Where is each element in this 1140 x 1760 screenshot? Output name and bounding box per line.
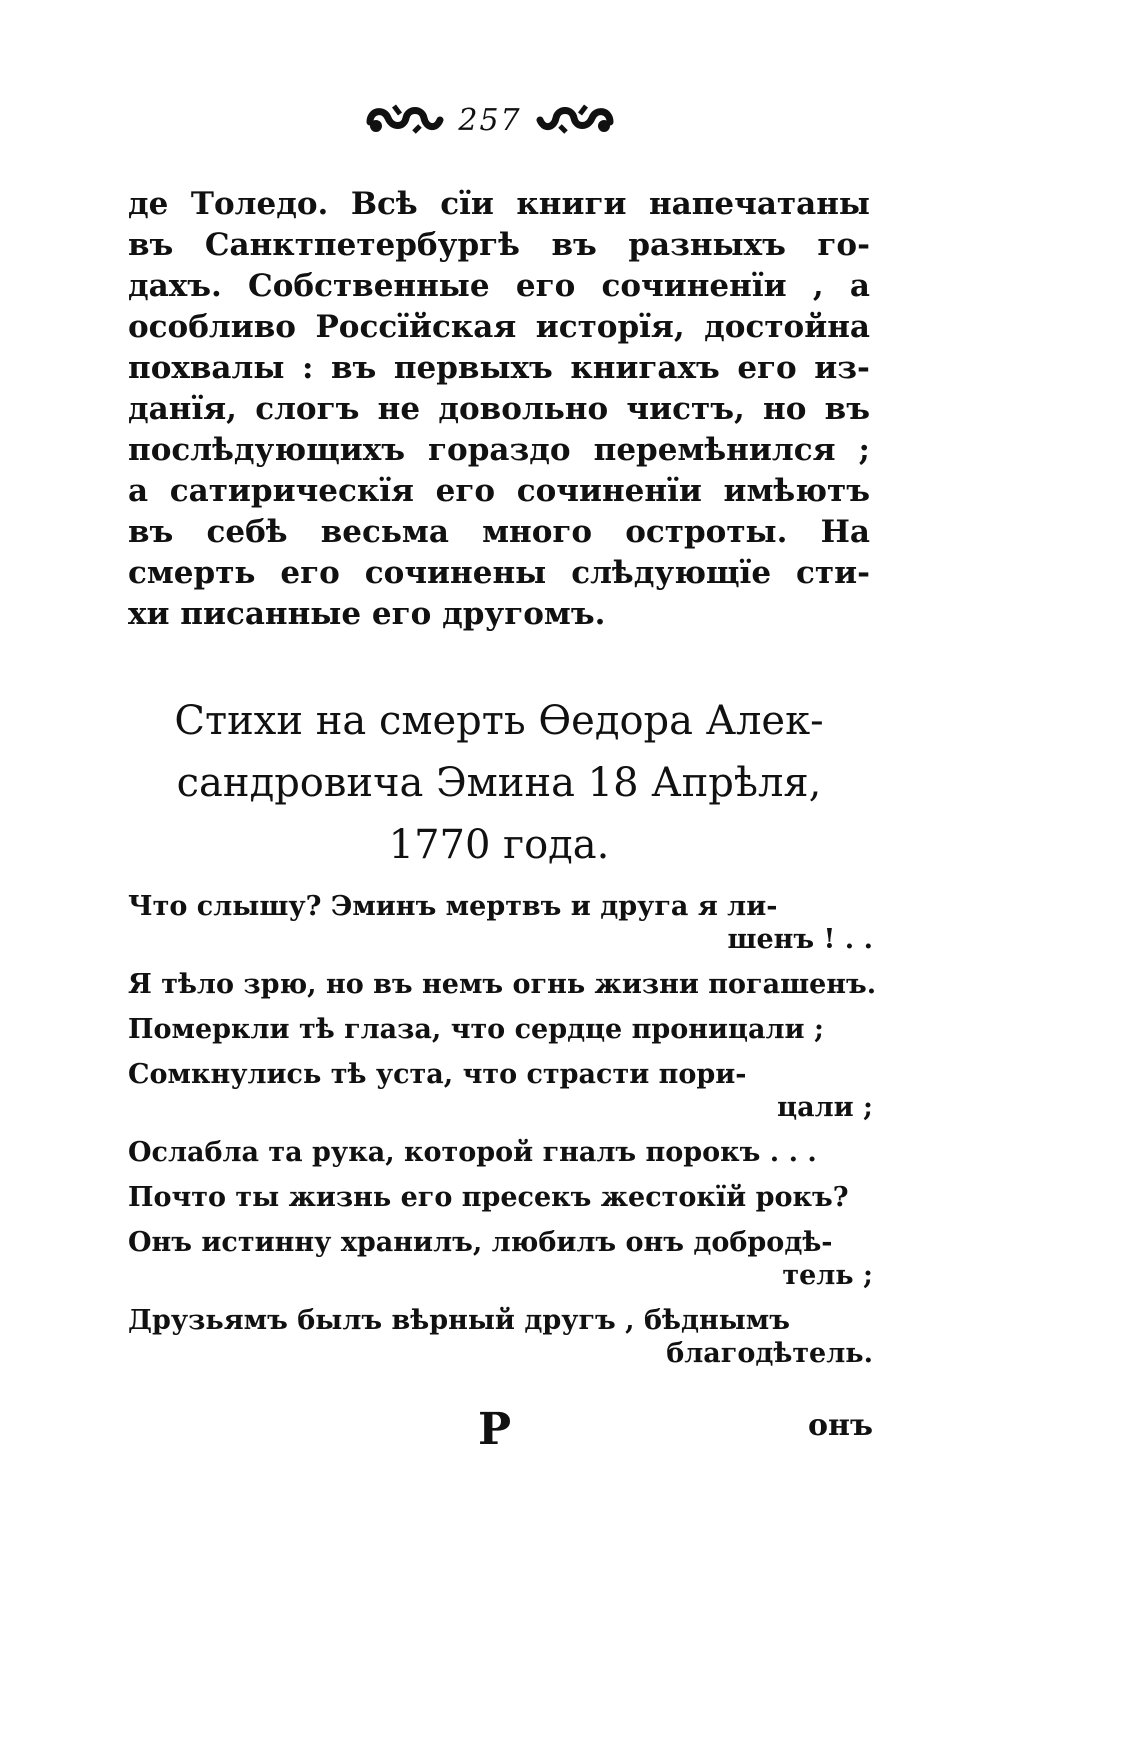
text-line: особливо Россїйская исторїя, достойна bbox=[128, 309, 870, 345]
signature-mark: Р bbox=[478, 1404, 512, 1455]
text-line: хи писанные его другомъ. bbox=[128, 596, 606, 632]
text-line: а сатирическїя его сочиненїи имѣютъ bbox=[128, 473, 870, 509]
text-line: де Толедо. Всѣ сїи книги напечатаны bbox=[128, 186, 870, 222]
verse-text: Друзьямъ былъ вѣрный другъ , бѣднымъ bbox=[128, 1305, 790, 1336]
poem-verses bbox=[128, 890, 877, 1382]
verse-continuation: шенъ ! . . bbox=[727, 924, 873, 955]
page-footer bbox=[128, 1404, 873, 1454]
verse-line bbox=[128, 968, 877, 1001]
poem-title bbox=[128, 690, 870, 876]
verse-line bbox=[128, 1136, 873, 1169]
verse-continuation: благодѣтель. bbox=[666, 1338, 873, 1369]
text-line: въ Санктпетербургѣ въ разныхъ го- bbox=[128, 227, 870, 263]
text-line: похвалы : въ первыхъ книгахъ его из- bbox=[128, 350, 870, 386]
verse-text: Онъ истинну хранилъ, любилъ онъ добродѣ- bbox=[128, 1227, 833, 1258]
text-line: въ себѣ весьма много остроты. На bbox=[128, 514, 870, 550]
verse-line bbox=[128, 1304, 873, 1370]
verse-line bbox=[128, 1058, 873, 1124]
catchword: онъ bbox=[808, 1408, 873, 1443]
verse-continuation: цали ; bbox=[777, 1092, 873, 1123]
verse-text: Я тѣло зрю, но въ немъ огнь жизни погашенъ. bbox=[128, 969, 877, 1000]
verse-continuation: тель ; bbox=[782, 1260, 873, 1291]
text-line: данїя, слогъ не довольно чистъ, но въ bbox=[128, 391, 870, 427]
poem-title-line: Стихи на смерть Ѳедора Алек- bbox=[174, 698, 824, 744]
left-ornament-icon bbox=[364, 100, 444, 140]
page-number: 257 bbox=[458, 102, 522, 138]
text-line: смерть его сочинены слѣдующїе сти- bbox=[128, 555, 870, 591]
verse-text: Что слышу? Эминъ мертвъ и друга я ли- bbox=[128, 891, 778, 922]
poem-title-line: сандровича Эмина 18 Апрѣля, bbox=[176, 760, 822, 806]
verse-text: Ослабла та рука, которой гналъ порокъ . . . bbox=[128, 1137, 817, 1168]
verse-text: Померкли тѣ глаза, что сердце проницали ; bbox=[128, 1014, 824, 1045]
page-header bbox=[0, 100, 980, 140]
verse-line bbox=[128, 1181, 873, 1214]
verse-text: Сомкнулись тѣ уста, что страсти пори- bbox=[128, 1059, 747, 1090]
verse-text: Почто ты жизнь его пресекъ жестокїй рокъ? bbox=[128, 1182, 849, 1213]
text-line: дахъ. Собственные его сочиненїи , а bbox=[128, 268, 870, 304]
verse-line bbox=[128, 890, 873, 956]
poem-title-line: 1770 года. bbox=[388, 822, 610, 868]
text-line: послѣдующихъ гораздо перемѣнился ; bbox=[128, 432, 870, 468]
verse-line bbox=[128, 1226, 873, 1292]
verse-line bbox=[128, 1013, 873, 1046]
prose-paragraph bbox=[128, 184, 870, 635]
right-ornament-icon bbox=[536, 100, 616, 140]
